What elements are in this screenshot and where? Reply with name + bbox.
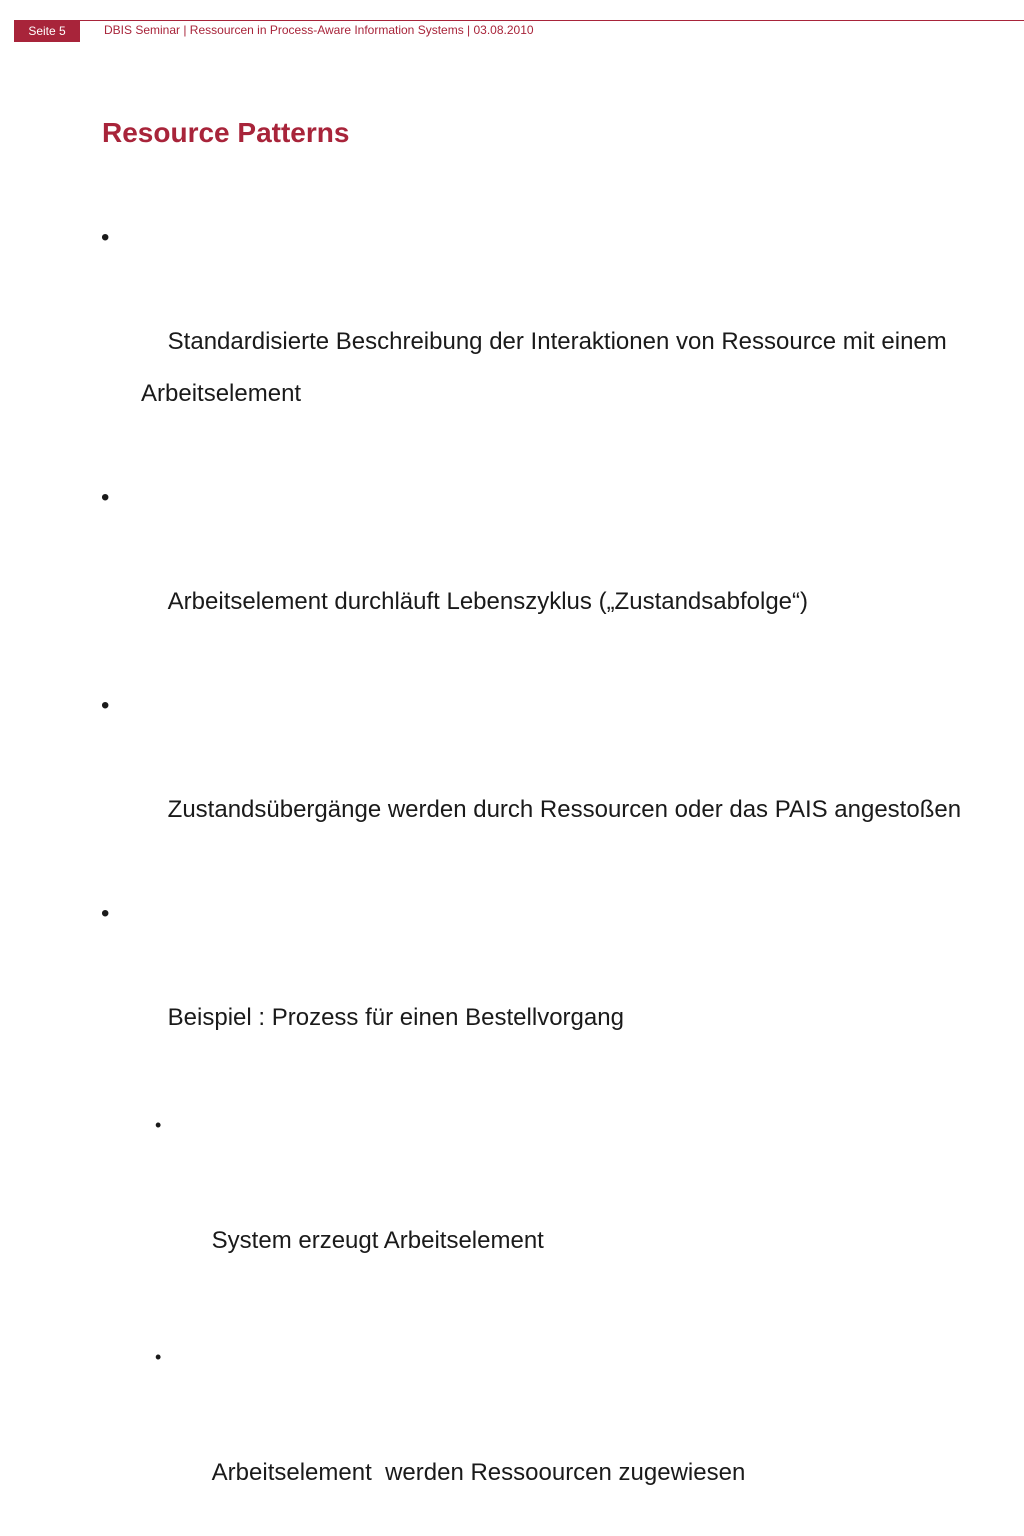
bullet-item — [101, 680, 981, 888]
page-number-badge: Seite 5 — [14, 20, 80, 42]
bullet-dot-icon: • — [101, 692, 110, 719]
bullet-dot-icon: • — [101, 484, 110, 511]
bullet-dot-icon: • — [155, 1347, 162, 1367]
slide-header — [0, 0, 1024, 44]
header-divider-line — [14, 20, 1024, 21]
sub-bullet-item — [101, 1328, 981, 1536]
bullet-dot-icon: • — [101, 900, 110, 927]
header-title: DBIS Seminar | Ressourcen in Process-Aware Information Systems | 03.08.2010 — [104, 23, 534, 37]
slide-title: Resource Patterns — [102, 117, 350, 148]
bullet-text: Standardisierte Beschreibung der Interaktionen von Ressource mit einem Arbeitselement — [141, 328, 953, 407]
bullet-dot-icon: • — [155, 1115, 162, 1135]
sub-bullet-text: Arbeitselement werden Ressoourcen zugewiesen — [211, 1459, 746, 1486]
sub-bullet-text: System erzeugt Arbeitselement — [211, 1227, 544, 1254]
bullet-dot-icon: • — [101, 224, 110, 251]
bullet-list — [101, 212, 981, 1536]
bullet-text: Arbeitselement durchläuft Lebenszyklus („Zustandsabfolge“) — [167, 588, 808, 615]
bullet-text: Beispiel : Prozess für einen Bestellvorgang — [167, 1004, 624, 1031]
bullet-item — [101, 212, 981, 472]
bullet-item — [101, 472, 981, 680]
bullet-item — [101, 888, 981, 1096]
bullet-text: Zustandsübergänge werden durch Ressourcen oder das PAIS angestoßen — [167, 796, 962, 823]
sub-bullet-item — [101, 1096, 981, 1328]
